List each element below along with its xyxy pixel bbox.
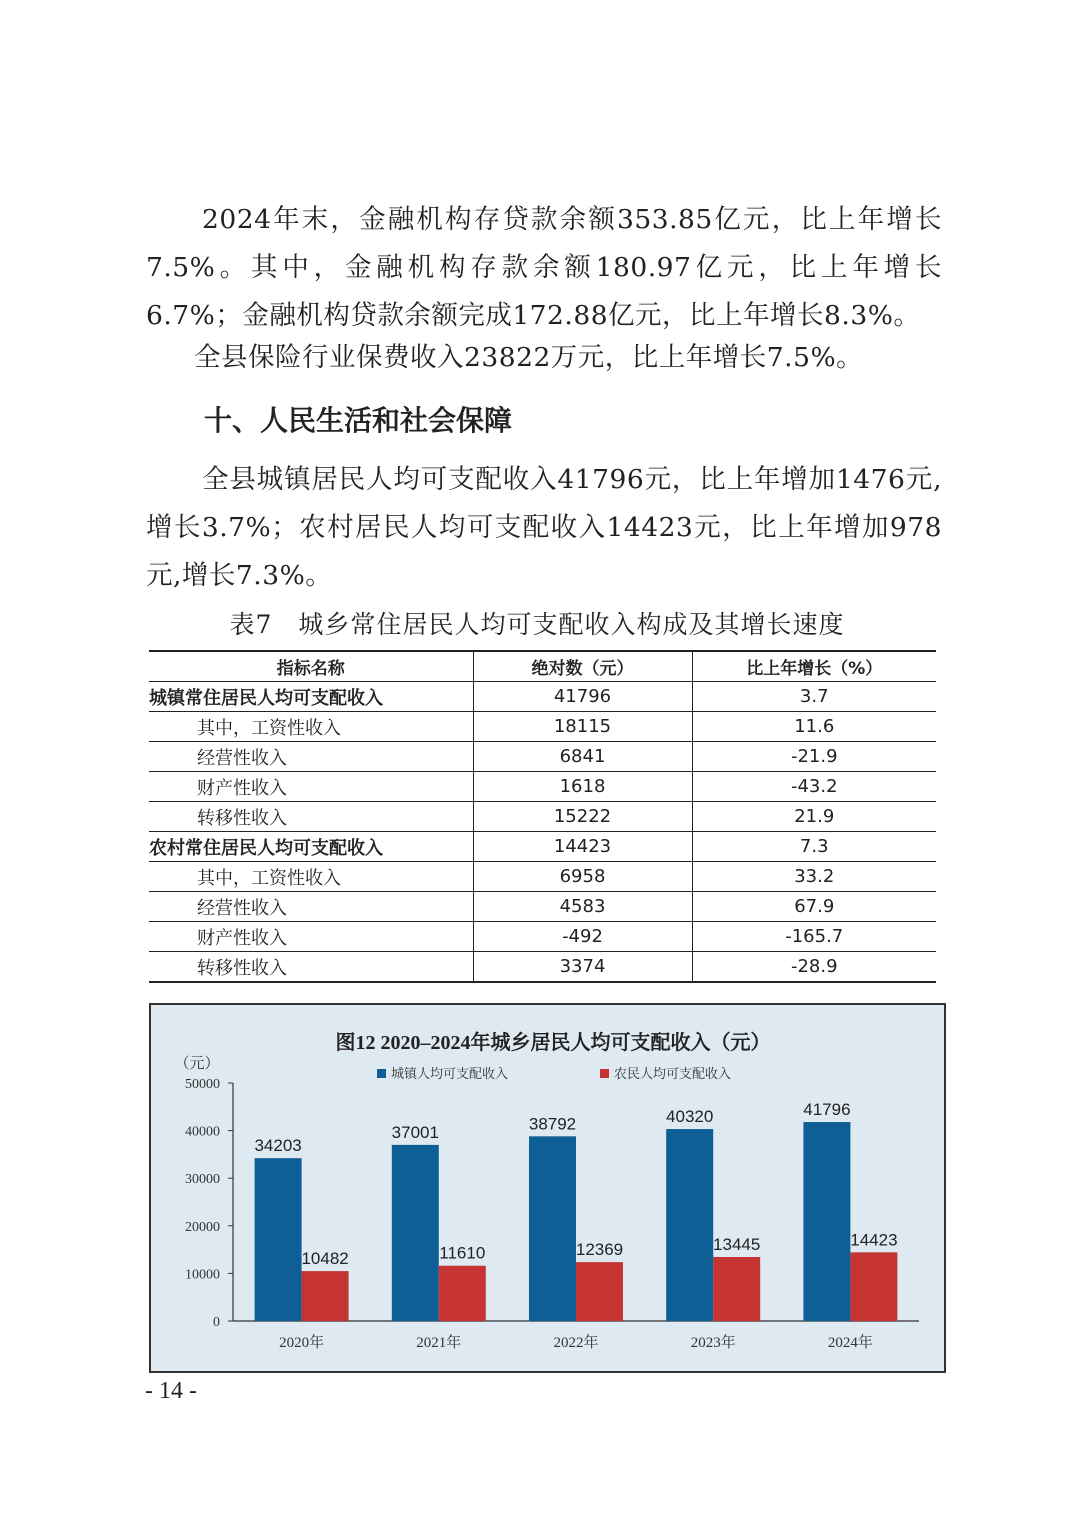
chart-bars [254,1100,897,1321]
row-name: 财产性收入 [149,922,473,952]
row-growth: 7.3 [692,832,936,862]
table-header-row [149,651,936,682]
bar-rural [713,1257,760,1321]
row-name: 经营性收入 [149,742,473,772]
table-row [149,832,936,862]
data-label-rural: 14423 [850,1230,898,1250]
data-label-urban: 38792 [528,1114,577,1134]
bar-rural [850,1252,897,1321]
table-row [149,742,936,772]
bar-urban [392,1145,439,1321]
row-value: 6841 [473,742,692,772]
legend-swatch-urban [377,1069,386,1078]
row-name: 其中，工资性收入 [149,712,473,742]
bar-urban [666,1129,713,1321]
legend-label-urban: 城镇人均可支配收入 [391,1066,509,1081]
row-value: 41796 [473,682,692,712]
row-name: 财产性收入 [149,772,473,802]
row-growth: -43.2 [692,772,936,802]
bar-rural [439,1266,486,1321]
bar-urban [529,1136,576,1321]
table-row [149,862,936,892]
bar-rural [576,1262,623,1321]
table-row [149,952,936,983]
page-number: - 14 - [145,1378,197,1404]
header-value: 绝对数（元） [473,651,692,682]
data-label-urban: 40320 [666,1107,714,1127]
paragraph-insurance: 全县保险行业保费收入23822万元，比上年增长7.5%。 [194,342,864,373]
row-name: 转移性收入 [149,952,473,983]
row-growth: 3.7 [692,682,936,712]
data-label-rural: 12369 [575,1240,624,1260]
data-label-rural: 13445 [713,1235,761,1255]
row-value: -492 [473,922,692,952]
paragraph-income: 全县城镇居民人均可支配收入41796元，比上年增加1476元,增长3.7%；农村居民人均可支配收入14423元，比上年增加978元,增长7.3%。 [146,464,942,591]
table-row [149,682,936,712]
row-name: 其中，工资性收入 [149,862,473,892]
data-label-urban: 34203 [254,1136,302,1156]
row-value: 18115 [473,712,692,742]
data-label-rural: 10482 [301,1249,349,1269]
row-growth: 21.9 [692,802,936,832]
row-growth: 11.6 [692,712,936,742]
data-label-urban: 41796 [803,1100,851,1120]
chart-legend [377,1066,731,1081]
row-growth: -165.7 [692,922,936,952]
bar-urban [803,1122,850,1321]
income-table [149,650,936,983]
y-tick-label: 40000 [185,1124,220,1140]
chart-svg [151,1005,944,1371]
table-row [149,772,936,802]
paragraph-finance: 2024年末，金融机构存贷款余额353.85亿元，比上年增长7.5%。其中，金融机构存款余额180.97亿元，比上年增长6.7%；金融机构贷款余额完成172.88亿元，比上年增长8.3%。 [146,204,942,331]
row-name: 农村常住居民人均可支配收入 [149,832,473,862]
bar-rural [302,1271,349,1321]
table-caption: 表7 城乡常住居民人均可支配收入构成及其增长速度 [229,610,845,639]
header-growth: 比上年增长（%） [692,651,936,682]
table-row [149,892,936,922]
header-name: 指标名称 [149,651,473,682]
legend-swatch-rural [600,1069,609,1078]
row-value: 14423 [473,832,692,862]
y-tick-label: 50000 [185,1077,220,1092]
y-tick-label: 20000 [185,1219,220,1235]
chart-title: 图12 2020–2024年城乡居民人均可支配收入（元） [335,1032,771,1054]
x-tick-label: 2021年 [416,1335,462,1351]
table-row [149,802,936,832]
row-name: 经营性收入 [149,892,473,922]
x-tick-label: 2024年 [827,1335,873,1351]
x-tick-label: 2020年 [279,1335,325,1351]
legend-label-rural: 农民人均可支配收入 [614,1066,732,1081]
row-value: 1618 [473,772,692,802]
y-tick-label: 30000 [185,1172,220,1188]
row-growth: -21.9 [692,742,936,772]
data-label-urban: 37001 [391,1122,439,1142]
row-value: 6958 [473,862,692,892]
row-value: 15222 [473,802,692,832]
bar-urban [255,1158,302,1321]
table-row [149,712,936,742]
table-row [149,922,936,952]
y-tick-label: 10000 [185,1267,220,1283]
y-tick-label: 0 [213,1315,220,1330]
row-name: 转移性收入 [149,802,473,832]
row-growth: 33.2 [692,862,936,892]
row-name: 城镇常住居民人均可支配收入 [149,682,473,712]
income-chart [149,1003,946,1373]
data-label-rural: 11610 [439,1243,486,1263]
row-value: 3374 [473,952,692,983]
row-value: 4583 [473,892,692,922]
row-growth: -28.9 [692,952,936,983]
x-tick-label: 2023年 [690,1335,736,1351]
x-tick-label: 2022年 [553,1335,599,1351]
y-axis-unit: （元） [174,1056,220,1072]
section-heading: 十、人民生活和社会保障 [204,404,513,437]
row-growth: 67.9 [692,892,936,922]
